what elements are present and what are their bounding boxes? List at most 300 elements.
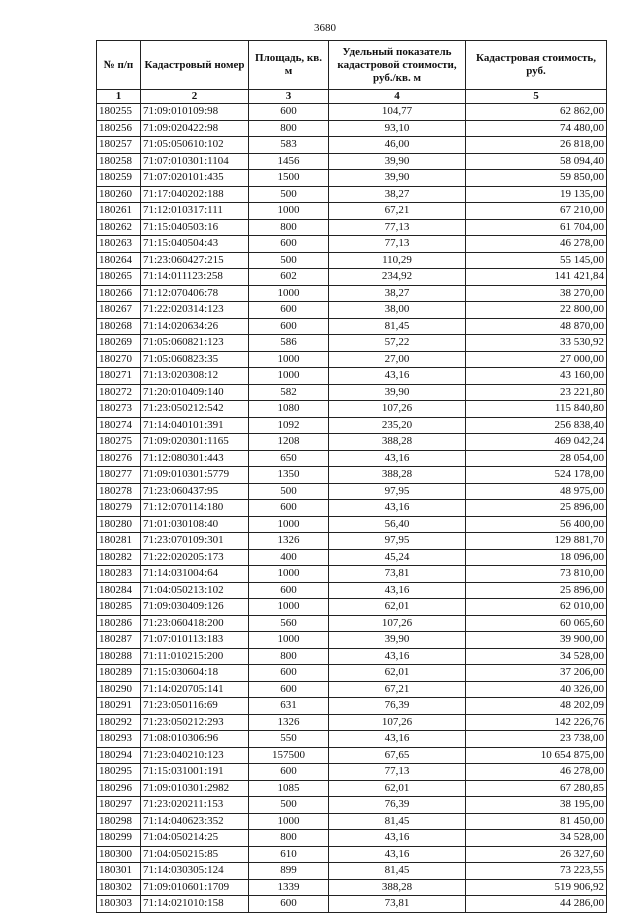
cell-row-number: 180257 bbox=[97, 137, 141, 154]
cell-area: 1080 bbox=[249, 401, 329, 418]
cell-area: 600 bbox=[249, 302, 329, 319]
cell-cadastral-number: 71:07:010301:1104 bbox=[141, 153, 249, 170]
cell-unit-rate: 81,45 bbox=[329, 813, 466, 830]
cell-row-number: 180281 bbox=[97, 533, 141, 550]
cell-cadastral-number: 71:23:060427:215 bbox=[141, 252, 249, 269]
header-cadastral-cost: Кадастровая стоимость, руб. bbox=[466, 41, 607, 90]
cell-unit-rate: 110,29 bbox=[329, 252, 466, 269]
cell-unit-rate: 67,65 bbox=[329, 747, 466, 764]
cell-unit-rate: 388,28 bbox=[329, 879, 466, 896]
cell-area: 1000 bbox=[249, 599, 329, 616]
cell-cadastral-number: 71:15:040504:43 bbox=[141, 236, 249, 253]
cell-cadastral-cost: 469 042,24 bbox=[466, 434, 607, 451]
cell-cadastral-number: 71:04:050213:102 bbox=[141, 582, 249, 599]
cell-area: 800 bbox=[249, 648, 329, 665]
cell-unit-rate: 39,90 bbox=[329, 153, 466, 170]
cell-cadastral-cost: 44 286,00 bbox=[466, 896, 607, 913]
column-number: 1 bbox=[97, 90, 141, 104]
cell-area: 582 bbox=[249, 384, 329, 401]
cell-cadastral-cost: 10 654 875,00 bbox=[466, 747, 607, 764]
cell-area: 1500 bbox=[249, 170, 329, 187]
cell-cadastral-cost: 62 862,00 bbox=[466, 104, 607, 121]
cell-area: 1000 bbox=[249, 203, 329, 220]
cell-unit-rate: 43,16 bbox=[329, 830, 466, 847]
header-area: Площадь, кв. м bbox=[249, 41, 329, 90]
cell-cadastral-number: 71:09:020422:98 bbox=[141, 120, 249, 137]
cell-cadastral-cost: 524 178,00 bbox=[466, 467, 607, 484]
table-row bbox=[97, 203, 607, 220]
cell-unit-rate: 76,39 bbox=[329, 797, 466, 814]
cell-area: 631 bbox=[249, 698, 329, 715]
table-row bbox=[97, 846, 607, 863]
table-row bbox=[97, 500, 607, 517]
cell-cadastral-cost: 129 881,70 bbox=[466, 533, 607, 550]
cell-row-number: 180261 bbox=[97, 203, 141, 220]
cell-cadastral-number: 71:23:060418:200 bbox=[141, 615, 249, 632]
cell-row-number: 180266 bbox=[97, 285, 141, 302]
cell-area: 899 bbox=[249, 863, 329, 880]
cell-area: 650 bbox=[249, 450, 329, 467]
cell-cadastral-cost: 59 850,00 bbox=[466, 170, 607, 187]
cell-row-number: 180272 bbox=[97, 384, 141, 401]
cell-row-number: 180277 bbox=[97, 467, 141, 484]
table-row bbox=[97, 731, 607, 748]
cell-area: 1092 bbox=[249, 417, 329, 434]
cell-row-number: 180255 bbox=[97, 104, 141, 121]
cell-cadastral-cost: 37 206,00 bbox=[466, 665, 607, 682]
cell-cadastral-number: 71:11:010215:200 bbox=[141, 648, 249, 665]
cell-unit-rate: 27,00 bbox=[329, 351, 466, 368]
cell-cadastral-cost: 25 896,00 bbox=[466, 500, 607, 517]
header-row bbox=[97, 41, 607, 90]
cell-cadastral-number: 71:23:050116:69 bbox=[141, 698, 249, 715]
cell-unit-rate: 39,90 bbox=[329, 170, 466, 187]
cell-row-number: 180260 bbox=[97, 186, 141, 203]
cell-cadastral-cost: 19 135,00 bbox=[466, 186, 607, 203]
cell-cadastral-number: 71:15:030604:18 bbox=[141, 665, 249, 682]
table-row bbox=[97, 384, 607, 401]
table-row bbox=[97, 582, 607, 599]
table-row bbox=[97, 104, 607, 121]
cell-row-number: 180263 bbox=[97, 236, 141, 253]
cell-cadastral-cost: 115 840,80 bbox=[466, 401, 607, 418]
table-row bbox=[97, 665, 607, 682]
cell-cadastral-number: 71:12:080301:443 bbox=[141, 450, 249, 467]
cell-row-number: 180274 bbox=[97, 417, 141, 434]
table-row bbox=[97, 516, 607, 533]
cell-area: 586 bbox=[249, 335, 329, 352]
cell-row-number: 180267 bbox=[97, 302, 141, 319]
cell-unit-rate: 388,28 bbox=[329, 434, 466, 451]
table-row bbox=[97, 153, 607, 170]
table-row bbox=[97, 285, 607, 302]
cell-cadastral-cost: 73 223,55 bbox=[466, 863, 607, 880]
cell-row-number: 180287 bbox=[97, 632, 141, 649]
cell-row-number: 180268 bbox=[97, 318, 141, 335]
cell-cadastral-number: 71:01:030108:40 bbox=[141, 516, 249, 533]
cell-cadastral-number: 71:20:010409:140 bbox=[141, 384, 249, 401]
cell-cadastral-number: 71:09:010301:2982 bbox=[141, 780, 249, 797]
cell-cadastral-number: 71:23:070109:301 bbox=[141, 533, 249, 550]
cell-unit-rate: 77,13 bbox=[329, 219, 466, 236]
cell-cadastral-cost: 61 704,00 bbox=[466, 219, 607, 236]
cell-cadastral-number: 71:15:040503:16 bbox=[141, 219, 249, 236]
cell-cadastral-number: 71:12:070406:78 bbox=[141, 285, 249, 302]
table-row bbox=[97, 764, 607, 781]
cell-cadastral-cost: 81 450,00 bbox=[466, 813, 607, 830]
column-number-row bbox=[97, 90, 607, 104]
cell-area: 583 bbox=[249, 137, 329, 154]
cell-unit-rate: 73,81 bbox=[329, 566, 466, 583]
cell-row-number: 180278 bbox=[97, 483, 141, 500]
cell-row-number: 180283 bbox=[97, 566, 141, 583]
cell-cadastral-cost: 18 096,00 bbox=[466, 549, 607, 566]
cell-row-number: 180264 bbox=[97, 252, 141, 269]
table-row bbox=[97, 120, 607, 137]
cell-area: 600 bbox=[249, 104, 329, 121]
cell-area: 800 bbox=[249, 120, 329, 137]
cell-area: 1326 bbox=[249, 714, 329, 731]
cell-cadastral-cost: 46 278,00 bbox=[466, 236, 607, 253]
cell-area: 1000 bbox=[249, 351, 329, 368]
table-row bbox=[97, 648, 607, 665]
cell-unit-rate: 97,95 bbox=[329, 483, 466, 500]
cell-row-number: 180269 bbox=[97, 335, 141, 352]
cell-cadastral-number: 71:12:010317:111 bbox=[141, 203, 249, 220]
table-row bbox=[97, 483, 607, 500]
cell-cadastral-number: 71:09:020301:1165 bbox=[141, 434, 249, 451]
cell-cadastral-number: 71:09:010109:98 bbox=[141, 104, 249, 121]
header-unit-rate: Удельный показатель кадастровой стоимости, руб./кв. м bbox=[329, 41, 466, 90]
cell-unit-rate: 39,90 bbox=[329, 632, 466, 649]
cell-area: 1350 bbox=[249, 467, 329, 484]
cell-unit-rate: 388,28 bbox=[329, 467, 466, 484]
cell-area: 400 bbox=[249, 549, 329, 566]
cell-unit-rate: 67,21 bbox=[329, 203, 466, 220]
cell-row-number: 180256 bbox=[97, 120, 141, 137]
cell-cadastral-number: 71:14:011123:258 bbox=[141, 269, 249, 286]
table-row bbox=[97, 566, 607, 583]
cell-cadastral-cost: 142 226,76 bbox=[466, 714, 607, 731]
cell-area: 800 bbox=[249, 830, 329, 847]
cell-row-number: 180294 bbox=[97, 747, 141, 764]
cell-cadastral-number: 71:07:020101:435 bbox=[141, 170, 249, 187]
table-row bbox=[97, 137, 607, 154]
cell-cadastral-cost: 38 195,00 bbox=[466, 797, 607, 814]
cell-cadastral-cost: 26 818,00 bbox=[466, 137, 607, 154]
cell-unit-rate: 67,21 bbox=[329, 681, 466, 698]
table-row bbox=[97, 549, 607, 566]
table-row bbox=[97, 780, 607, 797]
cell-area: 1000 bbox=[249, 285, 329, 302]
cell-area: 500 bbox=[249, 186, 329, 203]
table-row bbox=[97, 467, 607, 484]
cell-cadastral-number: 71:23:020211:153 bbox=[141, 797, 249, 814]
cell-area: 1000 bbox=[249, 566, 329, 583]
cell-unit-rate: 43,16 bbox=[329, 500, 466, 517]
table-row bbox=[97, 797, 607, 814]
cell-area: 560 bbox=[249, 615, 329, 632]
table-row bbox=[97, 269, 607, 286]
cell-unit-rate: 43,16 bbox=[329, 582, 466, 599]
cell-row-number: 180262 bbox=[97, 219, 141, 236]
cell-row-number: 180292 bbox=[97, 714, 141, 731]
cell-unit-rate: 93,10 bbox=[329, 120, 466, 137]
cell-cadastral-cost: 67 280,85 bbox=[466, 780, 607, 797]
cell-cadastral-cost: 67 210,00 bbox=[466, 203, 607, 220]
cell-row-number: 180297 bbox=[97, 797, 141, 814]
cell-cadastral-cost: 73 810,00 bbox=[466, 566, 607, 583]
cell-area: 602 bbox=[249, 269, 329, 286]
cell-area: 1085 bbox=[249, 780, 329, 797]
cell-unit-rate: 46,00 bbox=[329, 137, 466, 154]
cell-cadastral-cost: 39 900,00 bbox=[466, 632, 607, 649]
cell-cadastral-cost: 22 800,00 bbox=[466, 302, 607, 319]
cell-cadastral-cost: 43 160,00 bbox=[466, 368, 607, 385]
cell-unit-rate: 38,27 bbox=[329, 186, 466, 203]
cell-area: 600 bbox=[249, 500, 329, 517]
cell-cadastral-number: 71:12:070114:180 bbox=[141, 500, 249, 517]
cell-cadastral-number: 71:23:050212:542 bbox=[141, 401, 249, 418]
cell-row-number: 180259 bbox=[97, 170, 141, 187]
cell-cadastral-cost: 34 528,00 bbox=[466, 648, 607, 665]
cell-cadastral-cost: 48 870,00 bbox=[466, 318, 607, 335]
header-cadastral-number: Кадастровый номер bbox=[141, 41, 249, 90]
header-row-number: № п/п bbox=[97, 41, 141, 90]
column-number: 3 bbox=[249, 90, 329, 104]
cell-cadastral-number: 71:14:040101:391 bbox=[141, 417, 249, 434]
cell-cadastral-number: 71:09:010601:1709 bbox=[141, 879, 249, 896]
cell-unit-rate: 234,92 bbox=[329, 269, 466, 286]
column-number: 2 bbox=[141, 90, 249, 104]
cell-cadastral-number: 71:08:010306:96 bbox=[141, 731, 249, 748]
cell-cadastral-number: 71:14:020634:26 bbox=[141, 318, 249, 335]
table-row bbox=[97, 599, 607, 616]
cell-unit-rate: 97,95 bbox=[329, 533, 466, 550]
cell-cadastral-cost: 55 145,00 bbox=[466, 252, 607, 269]
cell-row-number: 180290 bbox=[97, 681, 141, 698]
cell-unit-rate: 56,40 bbox=[329, 516, 466, 533]
table-row bbox=[97, 615, 607, 632]
cell-cadastral-cost: 27 000,00 bbox=[466, 351, 607, 368]
cell-cadastral-cost: 25 896,00 bbox=[466, 582, 607, 599]
cell-cadastral-cost: 58 094,40 bbox=[466, 153, 607, 170]
cell-row-number: 180295 bbox=[97, 764, 141, 781]
cell-area: 1000 bbox=[249, 632, 329, 649]
cell-cadastral-number: 71:23:050212:293 bbox=[141, 714, 249, 731]
cell-cadastral-cost: 56 400,00 bbox=[466, 516, 607, 533]
cell-cadastral-cost: 23 221,80 bbox=[466, 384, 607, 401]
cell-row-number: 180302 bbox=[97, 879, 141, 896]
cell-unit-rate: 107,26 bbox=[329, 401, 466, 418]
cell-unit-rate: 38,00 bbox=[329, 302, 466, 319]
cell-row-number: 180258 bbox=[97, 153, 141, 170]
cell-row-number: 180284 bbox=[97, 582, 141, 599]
cell-row-number: 180285 bbox=[97, 599, 141, 616]
cell-area: 600 bbox=[249, 582, 329, 599]
cell-unit-rate: 62,01 bbox=[329, 665, 466, 682]
table-row bbox=[97, 236, 607, 253]
cell-cadastral-number: 71:05:060821:123 bbox=[141, 335, 249, 352]
cell-cadastral-cost: 48 202,09 bbox=[466, 698, 607, 715]
table-body bbox=[97, 104, 607, 913]
cell-row-number: 180275 bbox=[97, 434, 141, 451]
cell-unit-rate: 235,20 bbox=[329, 417, 466, 434]
cell-unit-rate: 107,26 bbox=[329, 714, 466, 731]
cell-cadastral-number: 71:14:040623:352 bbox=[141, 813, 249, 830]
cell-area: 610 bbox=[249, 846, 329, 863]
cell-unit-rate: 81,45 bbox=[329, 318, 466, 335]
cell-row-number: 180296 bbox=[97, 780, 141, 797]
cell-unit-rate: 43,16 bbox=[329, 731, 466, 748]
cell-cadastral-cost: 34 528,00 bbox=[466, 830, 607, 847]
cell-area: 1000 bbox=[249, 368, 329, 385]
cell-unit-rate: 77,13 bbox=[329, 764, 466, 781]
cell-unit-rate: 43,16 bbox=[329, 368, 466, 385]
cell-cadastral-number: 71:05:060823:35 bbox=[141, 351, 249, 368]
cell-cadastral-number: 71:13:020308:12 bbox=[141, 368, 249, 385]
cell-unit-rate: 43,16 bbox=[329, 846, 466, 863]
cell-cadastral-cost: 46 278,00 bbox=[466, 764, 607, 781]
cell-area: 500 bbox=[249, 252, 329, 269]
cell-area: 600 bbox=[249, 764, 329, 781]
cell-cadastral-number: 71:05:050610:102 bbox=[141, 137, 249, 154]
column-number: 4 bbox=[329, 90, 466, 104]
table-row bbox=[97, 186, 607, 203]
cell-area: 1208 bbox=[249, 434, 329, 451]
cell-area: 1339 bbox=[249, 879, 329, 896]
cell-cadastral-number: 71:09:030409:126 bbox=[141, 599, 249, 616]
cell-cadastral-number: 71:17:040202:188 bbox=[141, 186, 249, 203]
table-row bbox=[97, 879, 607, 896]
cell-cadastral-cost: 33 530,92 bbox=[466, 335, 607, 352]
table-row bbox=[97, 368, 607, 385]
table-row bbox=[97, 170, 607, 187]
cell-area: 800 bbox=[249, 219, 329, 236]
cell-cadastral-number: 71:07:010113:183 bbox=[141, 632, 249, 649]
cell-cadastral-cost: 74 480,00 bbox=[466, 120, 607, 137]
cell-area: 600 bbox=[249, 896, 329, 913]
cell-cadastral-number: 71:09:010301:5779 bbox=[141, 467, 249, 484]
cell-row-number: 180282 bbox=[97, 549, 141, 566]
cell-unit-rate: 77,13 bbox=[329, 236, 466, 253]
cell-area: 1000 bbox=[249, 813, 329, 830]
cell-area: 1456 bbox=[249, 153, 329, 170]
cell-unit-rate: 107,26 bbox=[329, 615, 466, 632]
cell-unit-rate: 104,77 bbox=[329, 104, 466, 121]
cell-cadastral-number: 71:23:060437:95 bbox=[141, 483, 249, 500]
cell-cadastral-cost: 48 975,00 bbox=[466, 483, 607, 500]
cell-area: 1000 bbox=[249, 516, 329, 533]
cell-row-number: 180265 bbox=[97, 269, 141, 286]
cell-cadastral-cost: 141 421,84 bbox=[466, 269, 607, 286]
column-number: 5 bbox=[466, 90, 607, 104]
cell-row-number: 180293 bbox=[97, 731, 141, 748]
table-row bbox=[97, 813, 607, 830]
table-row bbox=[97, 219, 607, 236]
cell-cadastral-number: 71:04:050214:25 bbox=[141, 830, 249, 847]
cell-cadastral-cost: 519 906,92 bbox=[466, 879, 607, 896]
cell-unit-rate: 62,01 bbox=[329, 780, 466, 797]
cell-cadastral-cost: 38 270,00 bbox=[466, 285, 607, 302]
cell-area: 550 bbox=[249, 731, 329, 748]
cell-cadastral-cost: 40 326,00 bbox=[466, 681, 607, 698]
cell-cadastral-number: 71:15:031001:191 bbox=[141, 764, 249, 781]
cell-row-number: 180303 bbox=[97, 896, 141, 913]
table-row bbox=[97, 450, 607, 467]
cell-row-number: 180276 bbox=[97, 450, 141, 467]
table-row bbox=[97, 747, 607, 764]
cell-row-number: 180289 bbox=[97, 665, 141, 682]
cell-unit-rate: 43,16 bbox=[329, 648, 466, 665]
cell-cadastral-number: 71:14:020705:141 bbox=[141, 681, 249, 698]
cell-row-number: 180270 bbox=[97, 351, 141, 368]
table-row bbox=[97, 318, 607, 335]
cell-area: 600 bbox=[249, 318, 329, 335]
cell-row-number: 180301 bbox=[97, 863, 141, 880]
table-row bbox=[97, 681, 607, 698]
cell-unit-rate: 73,81 bbox=[329, 896, 466, 913]
cell-cadastral-cost: 28 054,00 bbox=[466, 450, 607, 467]
cell-cadastral-number: 71:23:040210:123 bbox=[141, 747, 249, 764]
cell-cadastral-number: 71:04:050215:85 bbox=[141, 846, 249, 863]
cell-unit-rate: 81,45 bbox=[329, 863, 466, 880]
cell-cadastral-cost: 256 838,40 bbox=[466, 417, 607, 434]
cell-cadastral-number: 71:22:020314:123 bbox=[141, 302, 249, 319]
cell-cadastral-cost: 23 738,00 bbox=[466, 731, 607, 748]
cell-row-number: 180279 bbox=[97, 500, 141, 517]
cell-row-number: 180291 bbox=[97, 698, 141, 715]
cadastral-value-table bbox=[96, 40, 607, 913]
cell-unit-rate: 45,24 bbox=[329, 549, 466, 566]
cell-area: 157500 bbox=[249, 747, 329, 764]
cell-row-number: 180288 bbox=[97, 648, 141, 665]
cell-unit-rate: 39,90 bbox=[329, 384, 466, 401]
table-row bbox=[97, 632, 607, 649]
cell-unit-rate: 76,39 bbox=[329, 698, 466, 715]
cell-area: 600 bbox=[249, 681, 329, 698]
cell-unit-rate: 62,01 bbox=[329, 599, 466, 616]
table-row bbox=[97, 417, 607, 434]
table-row bbox=[97, 863, 607, 880]
table-row bbox=[97, 401, 607, 418]
table-row bbox=[97, 830, 607, 847]
table-row bbox=[97, 351, 607, 368]
cell-row-number: 180298 bbox=[97, 813, 141, 830]
cell-row-number: 180271 bbox=[97, 368, 141, 385]
page-number: 3680 bbox=[314, 22, 336, 34]
cell-area: 1326 bbox=[249, 533, 329, 550]
table-row bbox=[97, 533, 607, 550]
cell-unit-rate: 38,27 bbox=[329, 285, 466, 302]
table-row bbox=[97, 252, 607, 269]
cell-area: 600 bbox=[249, 236, 329, 253]
cell-row-number: 180280 bbox=[97, 516, 141, 533]
cell-row-number: 180286 bbox=[97, 615, 141, 632]
cell-area: 500 bbox=[249, 797, 329, 814]
cell-cadastral-number: 71:14:031004:64 bbox=[141, 566, 249, 583]
cell-unit-rate: 57,22 bbox=[329, 335, 466, 352]
cell-row-number: 180273 bbox=[97, 401, 141, 418]
cell-area: 600 bbox=[249, 665, 329, 682]
table-row bbox=[97, 714, 607, 731]
table-row bbox=[97, 434, 607, 451]
cell-cadastral-number: 71:14:021010:158 bbox=[141, 896, 249, 913]
cell-unit-rate: 43,16 bbox=[329, 450, 466, 467]
cell-row-number: 180299 bbox=[97, 830, 141, 847]
table-row bbox=[97, 698, 607, 715]
table-row bbox=[97, 335, 607, 352]
